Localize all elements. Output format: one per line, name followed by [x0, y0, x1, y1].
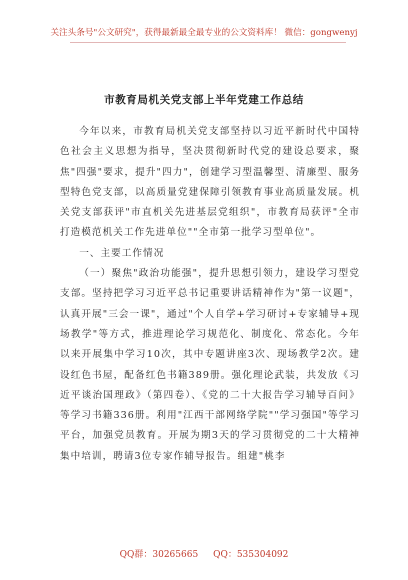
document-body	[60, 122, 360, 467]
document-title: 市教育局机关党支部上半年党建工作总结	[104, 94, 304, 106]
footer-contact	[0, 547, 408, 560]
section-heading: 一、主要工作情况	[79, 247, 165, 259]
header-divider	[70, 42, 346, 43]
qq-number: QQ：535304092	[213, 550, 289, 560]
body-paragraph: （一）聚焦"政治功能强"，提升思想引领力，建设学习型党支部。坚持把学习习近平总书记重要讲话精神作为"第一议题"，认真开展"三会一课"，通过"个人自学+学习研讨+专家辅导+现场教学"等方式，推进理论学习规范化、制度化、常态化。今年以来开展集中学习10次，其中专题讲座3次、现场教学2次。建设红色书屋，配备红色书籍389册。强化理论武装，共发放《习近平谈治国理政》（第四卷）、《党的二十大报告学习辅导百问》等学习书籍336册。利用"江西干部网络学院""学习强国"等学习平台，加强党员教育。开展为期3天的学习贯彻党的二十大精神集中培训，聘请3位专家作辅导报告。组建"桃李	[60, 268, 360, 462]
header-banner: 关注头条号"公文研究"，获得最新最全最专业的公文资料库！ 微信：gongwenyj	[50, 28, 358, 38]
qq-group-number: QQ群：30265665	[119, 550, 199, 560]
intro-paragraph: 今年以来，市教育局机关党支部坚持以习近平新时代中国特色社会主义思想为指导，坚决贯彻新时代党的建设总要求，聚焦"四强"要求，提升"四力"，创建学习型温馨型、清廉型、服务型特色党支部，以高质量党建保障引领教育事业高质量发展。机关党支部获评"市直机关先进基层党组织"，市教育局获评"全市打造模范机关工作先进单位""全市第一批学习型单位"。	[60, 126, 360, 239]
